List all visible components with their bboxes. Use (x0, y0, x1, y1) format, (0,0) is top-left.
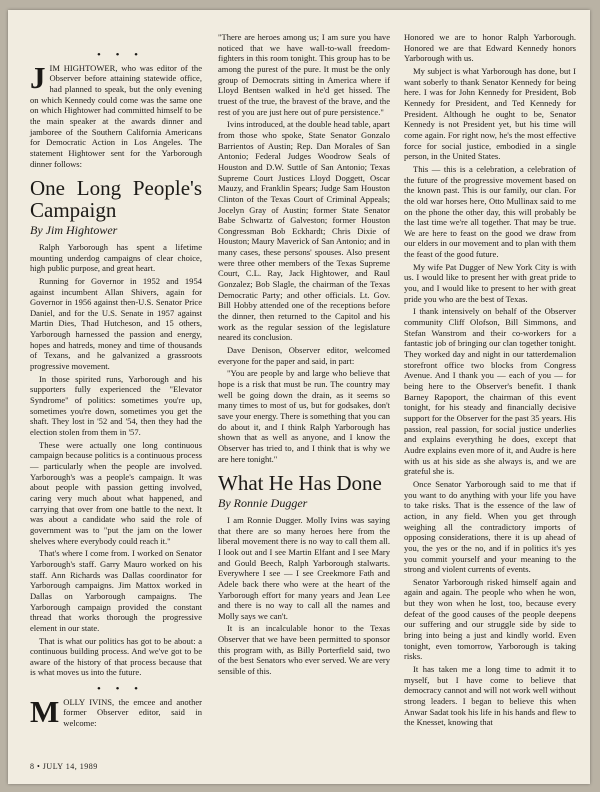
section-divider: • • • (96, 683, 145, 696)
headline-what-he-has-done: What He Has Done (218, 471, 382, 496)
body-paragraph: My wife Pat Dugger of New York City is with us. I would like to present her with great pride to you, and I would like to present to her with great pride you who are the best of Texas. (404, 261, 576, 304)
body-paragraph: Ivins introduced, at the double head table, apart from those who spoke, State Senator Gonzalo Barrientos of Austin; Rep. Dan Morales of San Antonio; Federal Judges Woodrow Seals of Houston and D.W. Suttle of San Antonio; Texas Supreme Court Justices Lloyd Doggett, Oscar Mauzy, and Franklin Spears; Judge Sam Houston Clinton of the Texas Court of Criminal Appeals; Jocelyn Gray of Austin; former State Senator Babe Schwartz of Galveston; former Houston Congressman Bob Eckhardt; Chris Dixie of Houston; Maury Maverick of San Antonio; and in many cases, these persons' spouses. Also present were three other members of the Texas Supreme Court, C.L. Ray, Jack Hightower, and Raul Gonzalez; Bob Slagle, the chairman of the Texas Democratic Party; and other officials. Lt. Gov. Bill Hobby attended one of the receptions before the dinner, then returned to the Capitol and his work as the regular session of the legislature neared its conclusion. (218, 119, 390, 343)
column-3 (404, 32, 576, 730)
intro-paragraph (30, 59, 202, 170)
column-1 (30, 50, 202, 731)
body-paragraph: Ralph Yarborough has spent a lifetime mounting underdog campaigns of clear choice, high public purpose, and great heart. (30, 241, 202, 274)
intro-text: IM HIGHTOWER, who was editor of the Observer before attaining statewide office, had planned to speak, but the only evening on which Kennedy could come was the same one on which Hightower had committed himself to be the main speaker at the awards dinner and jamboree of the Southern California Americans for Democratic Action in Los Angeles. The statement Hightower sent for the Yarborough dinner follows: (30, 62, 202, 169)
body-paragraph: It has taken me a long time to admit it to myself, but I have come to believe that democracy cannot and will not work well without strong leaders. I began to believe this when Anwar Sadat took his life in his hands and flew to the Knesset, knowing that (404, 664, 576, 728)
magazine-page (8, 10, 590, 784)
page-folio: 8 • JULY 14, 1989 (30, 762, 98, 771)
body-paragraph: "There are heroes among us; I am sure you have noticed that we have wall-to-wall freedom-fighters in this room tonight. This group has to be among the purest of the pure. It must be the only group of Democrats sitting in America where if Lloyd Bentsen walked in he'd get hissed. The truest of the true, the bravest of the brave, and the rest of you are just here out of pure persistence." (218, 32, 390, 117)
body-paragraph: "You are people by and large who believe that hope is a risk that must be run. The country may well be going down the drain, as it seems so many times to most of us, but for godsakes, don't save your energy. There is something that you can do about it, and I think Ralph Yarborough has shown that as well as anyone, and I know the Observer has tried to, and I think that is why we are here tonight." (218, 368, 390, 464)
drop-cap: J (30, 59, 46, 95)
byline-hightower: By Jim Hightower (30, 223, 118, 238)
byline-dugger: By Ronnie Dugger (218, 496, 308, 511)
body-paragraph: That is what our politics has got to be about: a continuous building process. And we've got to be aware of the history of that process because that is what moves us into the future. (30, 635, 202, 678)
body-paragraph: These were actually one long continuous campaign because politics is a continuous process — particularly when the people are involved. Yarborough's was a people's campaign. It was about people with passion getting involved, caring very much about what happened, and carrying that over from one battle to the next. It was about a candidate who said the role of government was to "put the jam on the lower shelves where everybody could reach it." (30, 439, 202, 546)
body-paragraph: Once Senator Yarborough said to me that if you want to do anything with your life you have to take risks. That is the essence of the law of action, in any field. When you get through weighing all the contradictory imports of opposing considerations, there it is up ahead of you, the yes or the no, and if in politics it's yes you commit yourself and your meaning to the strong and violent currents of events. (404, 478, 576, 575)
body-paragraph: Running for Governor in 1952 and 1954 against incumbent Allan Shivers, again for Governor in 1956 against then-U.S. Senator Price Daniel, and for the U.S. Senate in 1957 against Martin Dies, Thad Hutcheson, and 15 others, Yarborough harnessed the passion and energy, hopes and hatreds, money and time of thousands of Texans, and he galvanized a grassroots progressive movement. (30, 275, 202, 372)
body-paragraph: In those spirited runs, Yarborough and his supporters fully experienced the "Elevator Syndrome" of politics: sometimes you're up, sometimes you're down, sometimes you get the shaft. They lost in '52 and '54, then they had the election stolen from them in '57. (30, 373, 202, 438)
body-paragraph: My subject is what Yarborough has done, but I want soberly to thank Senator Kennedy for being here. I was for John Kennedy for President, Bob Kennedy for President, and Ted Kennedy for President. Although he ought to be, Senator Kennedy is not President yet, but his time will come again. For right now, he's the most effective force for social justice, embodied in a single person, in the United States. (404, 65, 576, 162)
body-paragraph: I am Ronnie Dugger. Molly Ivins was saying that there are so many heroes here from the liberal movement there is no way to call them all. I look out and I see Martin Elfant and I see Mary and Gould Beech, Ralph Yarborough stalwarts. Everywhere I see — I see Creekmore Fath and Adele back there who were at the heart of the Yarborough effort for many years and Jean Lee and there is no way to call all the names and Molly says we can't. (218, 514, 390, 621)
body-paragraph: It is an incalculable honor to the Texas Observer that we have been permitted to sponsor this program with, as Billy Porterfield said, two of the best Senators who ever served. We are very sensible of this. (218, 623, 390, 677)
column-2 (218, 32, 390, 679)
body-paragraph: That's where I come from. I worked on Senator Yarborough's staff. Garry Mauro worked on his staff. Ann Richards was Dallas coordinator for Yarborough campaigns. Jim Mattox worked in Dallas on Yarborough campaigns. The Yarborough campaign provided the constant thread that works thorough the progressive element in our state. (30, 548, 202, 633)
outro-text: OLLY IVINS, the emcee and another former Observer editor, said in welcome: (63, 696, 202, 729)
body-paragraph: Senator Yarborough risked himself again and again and again. The people who when he won, but they won when he lost, too, because every defeat of the good causes of the people deepens our suffering and our struggle side by side to bring into being a just and kindly world. Even tonight, even tomorrow, Yarborough is taking risks. (404, 576, 576, 662)
outro-paragraph (30, 693, 202, 729)
body-paragraph: Dave Denison, Observer editor, welcomed everyone for the paper and said, in part: (218, 345, 390, 366)
body-paragraph: I thank intensively on behalf of the Observer community Cliff Olofson, Bill Simmons, and Stefan Wanstrom and their co-workers for a fantastic job of bringing our clan together tonight. They worked day and night in our tatterdemalion storefront office two blocks from Congress Avenue. And I thank you — each of you — for being here to the Observer's benefit. I thank Barney Rapoport, the chairman of this event tonight, for his steady and financially decisive support for the Observer for the past 35 years. His passion, real passion, for social justice underlies and explains everything he does, except that Audre explains even more of it, and Audre is here with us at his side as she always is, and we are grateful she is. (404, 306, 576, 477)
body-paragraph: Honored we are to honor Ralph Yarborough. Honored we are that Edward Kennedy honors Yarborough with us. (404, 32, 576, 64)
headline-one-long-peoples-campaign: One Long People's Campaign (30, 176, 202, 223)
drop-cap: M (30, 693, 60, 729)
section-divider: • • • (96, 49, 145, 61)
body-paragraph: This — this is a celebration, a celebration of the future of the progressive movement based on the known past. This is our family, our clan. For the old war horses here, Otto Mullinax said to me on the phone the other day, this will probably be the last time we're all together. That may be true. We are here to feast on the good we draw from our elders in our movement and to plan with them the feast of the good future. (404, 163, 576, 260)
